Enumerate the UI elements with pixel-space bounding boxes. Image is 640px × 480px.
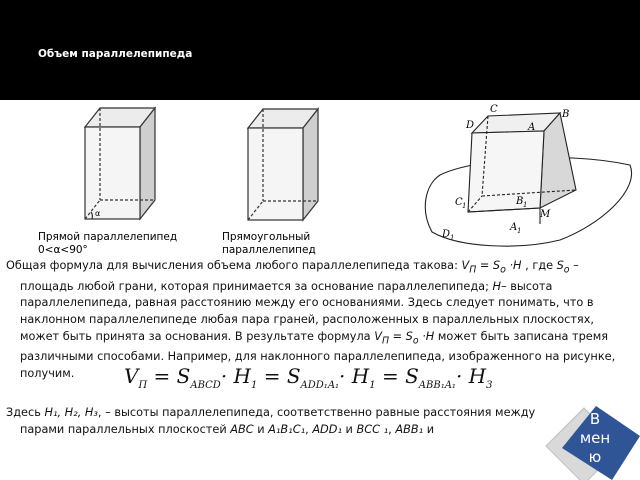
menu-label-line3: ю [588,448,602,466]
right-caption-line1: Прямой параллелепипед [38,231,178,243]
formula-s3-sub: ABB₁A₁ [418,380,456,391]
p2-and-2: и [341,422,357,436]
p2-plane-a1b1c1: A₁B₁C₁ [268,422,306,436]
p1-formula-vsub2: П [381,334,390,346]
vertex-label-m: M [540,209,551,220]
formula-s1: S [176,364,191,388]
rectangular-parallelepiped-figure [248,109,318,220]
p1-formula-vsub: П [469,264,477,276]
formula-h3: H [468,364,487,388]
formula-h1-second: H [351,364,370,388]
p2-text-a: Здесь [6,406,45,419]
slide-title: Объем параллелепипеда [38,48,193,60]
formula-dot-1: · [220,364,228,388]
p1-text-e: может быть записана тремя различными способами. Например, для наклонного параллелепипеда, изображенного на рисунке, получим. [20,329,616,381]
p1-formula-h: ·H [505,259,522,272]
p2-plane-abb1: ABB₁ [395,422,424,436]
rect-caption-line2: параллелепипед [222,244,316,256]
vertex-label-c: C [490,104,498,115]
p2-comma-2: , [388,422,396,436]
formula-h1-sub: 1 [250,380,258,391]
p1-ssub: o [563,264,570,276]
formula-h1: H [233,364,251,388]
vertex-label-d: D [466,120,475,131]
p2-plane-bcc1: BCC ₁ [356,422,389,436]
formula-dot-3: · [455,364,463,388]
p1-h: H [492,279,501,293]
angle-label: α [95,209,101,218]
p2-plane-abc: ABC [230,422,254,436]
p1-formula-v: V [461,259,470,272]
formula-dot-2: · [339,364,346,388]
p2-comma-1: , [305,422,313,436]
right-parallelepiped-figure [85,108,155,219]
formula-s2: S [286,364,301,388]
p1-text-c: – площадь любой грани, которая принимается за основание параллелепипеда; [20,259,579,293]
vertex-label-d1-sub: 1 [450,234,455,242]
formula-h3-sub: 3 [486,380,493,391]
paragraph-heights [6,405,566,438]
formula-s1-sub: ABCD [190,380,221,391]
right-parallelepiped-caption [38,231,177,257]
formula-eq-3: = [381,364,399,388]
formula-s2-sub: ADD₁A₁ [300,380,340,391]
rectangular-parallelepiped-caption [222,231,316,257]
p1-formula-ssub2: o [412,334,419,346]
p2-text-b: , – высоты параллелепипеда, соответственно равные расстояния между парами параллельных плоскостей [20,406,536,436]
p2-heights: H₁, H₂, H₃ [44,406,98,419]
vertex-label-c1-sub: 1 [462,202,467,210]
formula-v-sub: П [138,380,148,391]
p1-formula-ssub: o [500,264,506,276]
vertex-label-a: A [528,122,536,133]
p1-formula [461,259,522,276]
p1-formula-eq2: = S [389,329,413,343]
vertex-label-b1: B [516,196,524,207]
volume-formula [124,364,494,390]
formula-eq-2: = [263,364,281,388]
p2-plane-add1: ADD₁ [312,422,342,436]
vertex-label-d1: D [442,229,451,240]
formula-v: V [124,364,139,388]
menu-label-line2: мен [579,429,611,447]
formula-h1-second-sub: 1 [369,380,376,391]
p2-tail: и [423,422,435,436]
p1-text-d: – высота параллелепипеда, равная расстоянию между его основаниями. Здесь следует понимать, что в наклонном параллелепипеде любая пара граней, расположенных в параллельных плоскостях, может быть принята за основания. В результате формула [20,279,594,343]
rect-caption-line1: Прямоугольный [222,231,311,243]
vertex-label-a1: A [510,222,518,233]
menu-label-line1: В [589,410,601,428]
p1-text-b: , где [521,259,557,272]
right-caption-line2: 0<α<90° [38,244,88,256]
vertex-label-b1-sub: 1 [523,201,528,209]
p1-s: S [556,259,564,272]
p1-formula-v2: V [374,329,382,343]
formula-eq-1: = [153,364,171,388]
vertex-label-c1: C [455,197,463,208]
p1-text-a: Общая формула для вычисления объема любого параллелепипеда такова: [6,259,462,272]
p1-formula-h2: ·H [418,329,435,343]
p1-formula-eq: = S [476,259,501,272]
slide-header [0,0,640,100]
formula-s3: S [405,364,419,388]
p2-and-1: и [253,422,269,436]
vertex-label-a1-sub: 1 [517,227,522,235]
vertex-label-b: B [562,109,570,120]
p1-formula-repeat [374,329,435,346]
menu-button[interactable] [538,396,640,480]
